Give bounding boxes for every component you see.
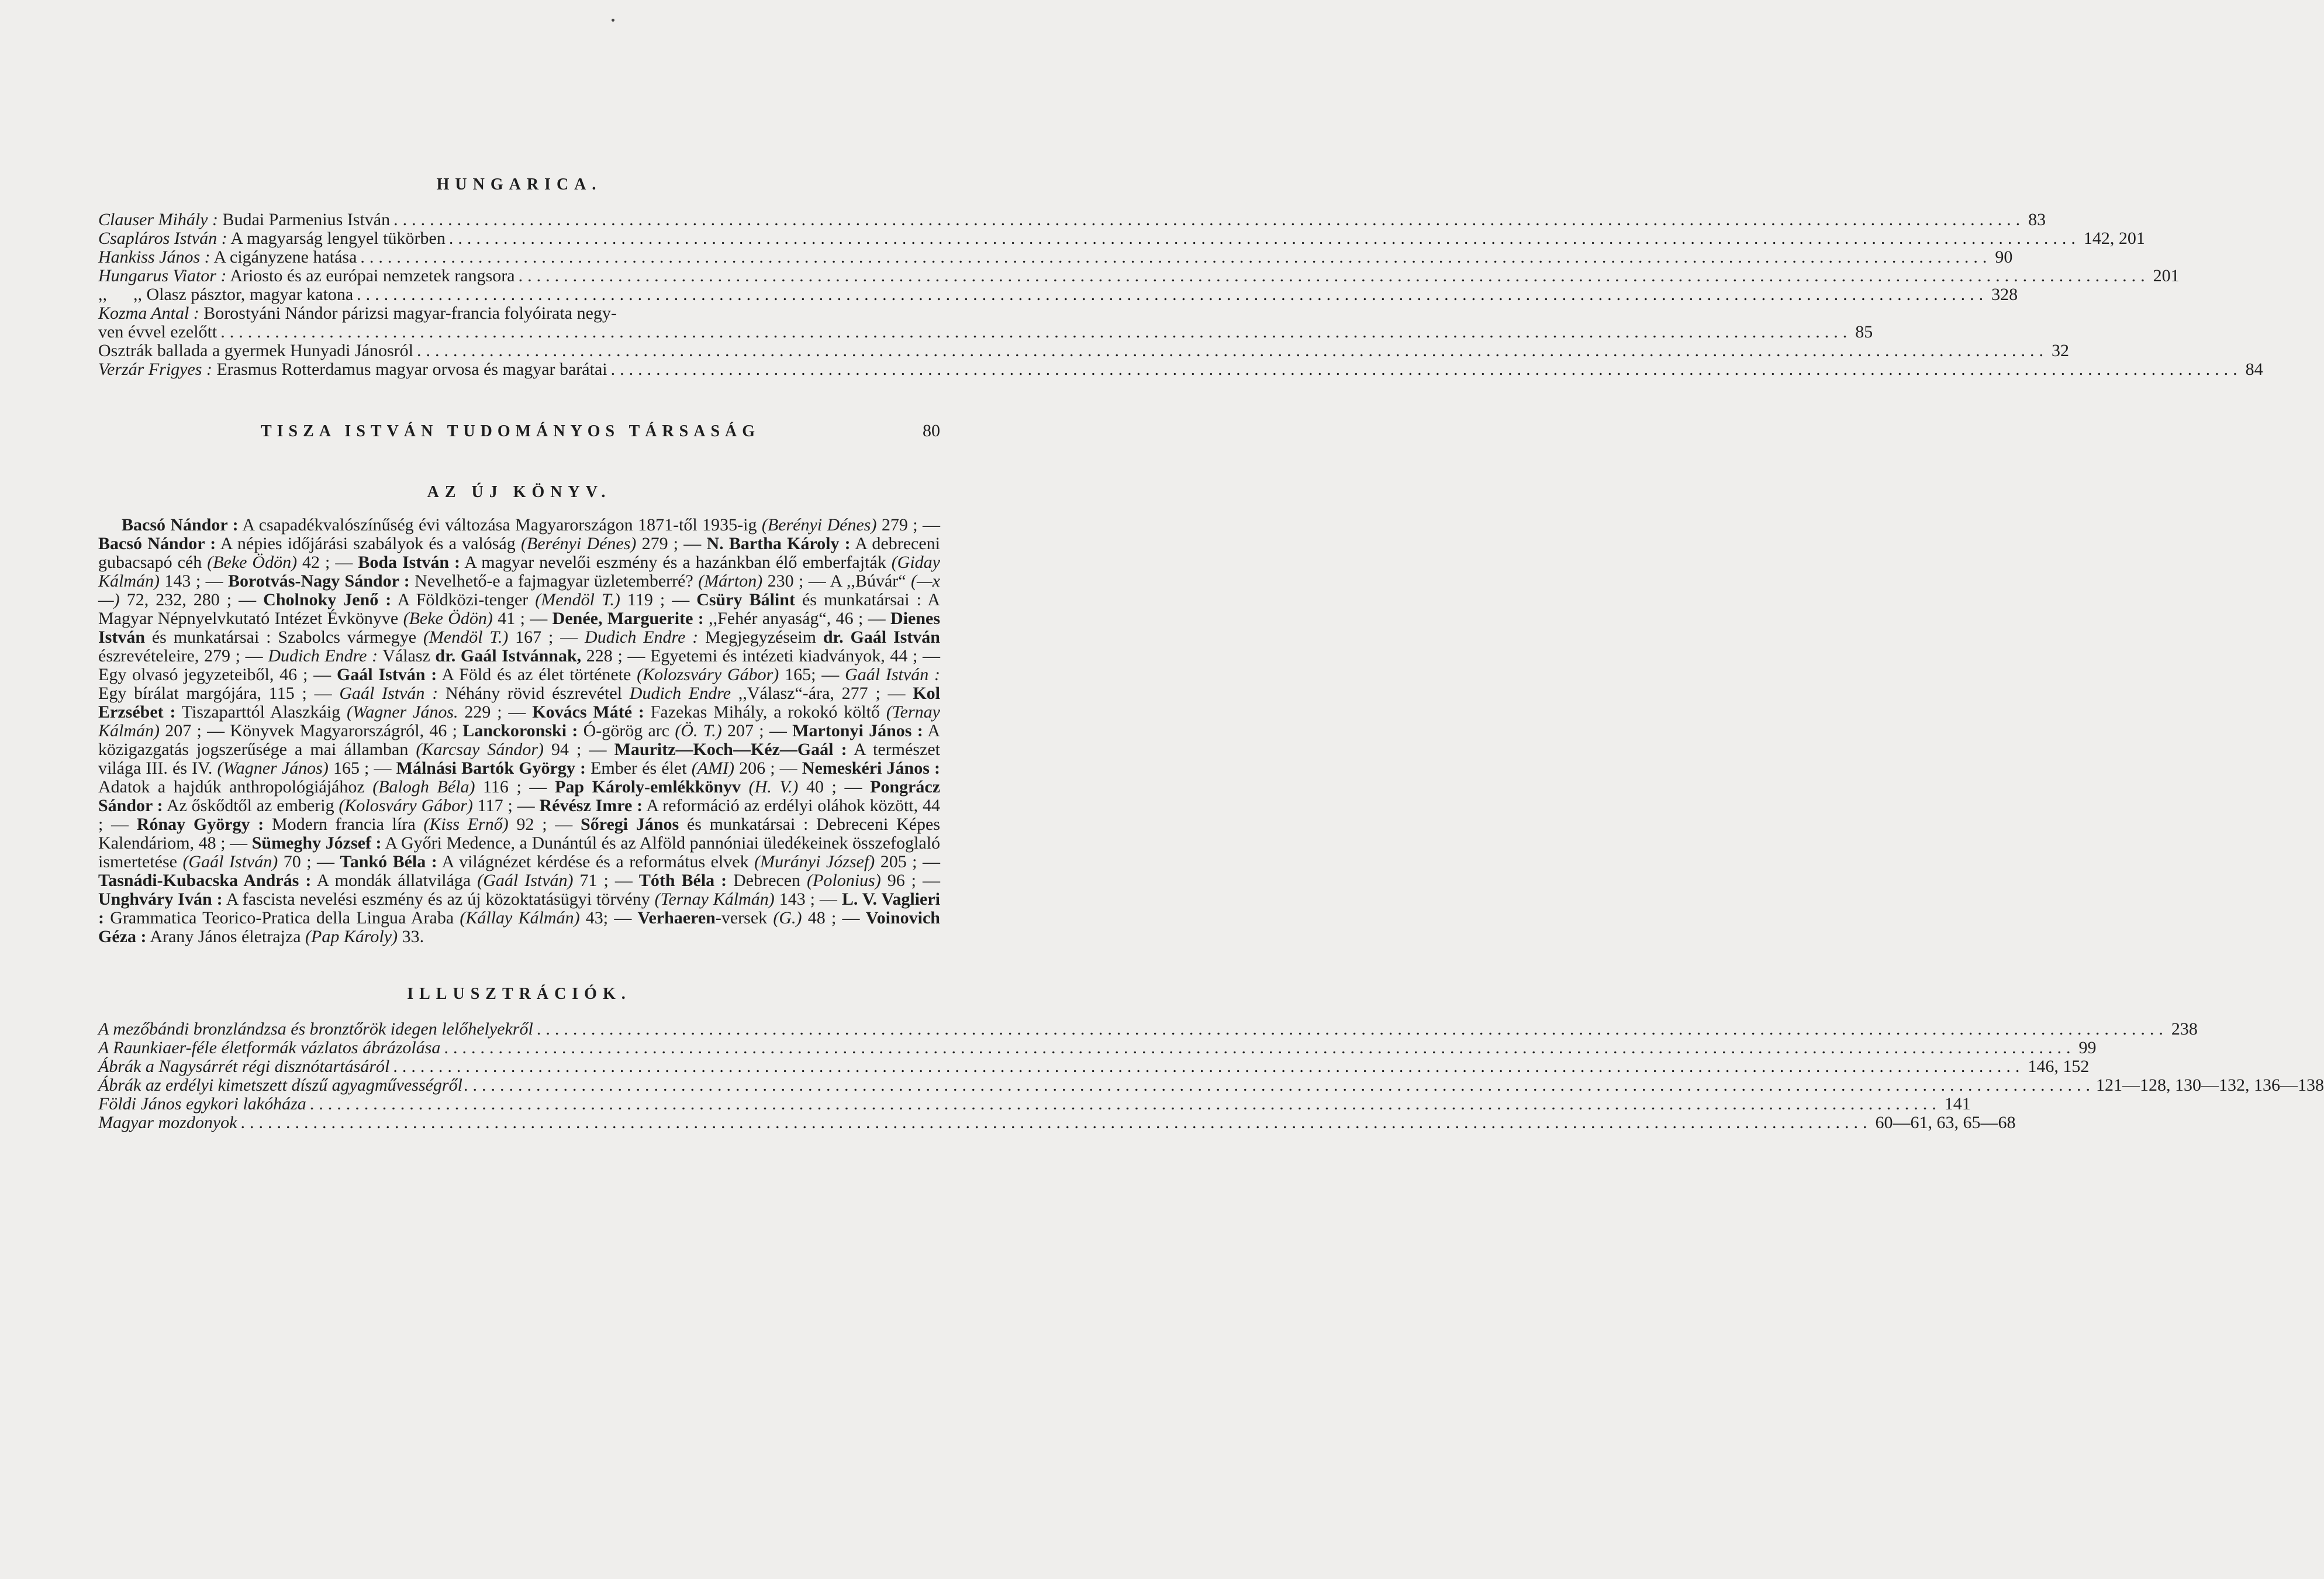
entry-title: Borostyáni Nándor párizsi magyar-francia folyóirata negy-: [203, 304, 617, 323]
book-text: -versek: [715, 908, 773, 928]
reviewer-name: (—x—): [98, 571, 940, 609]
reviewer-name: (Pap Károly): [305, 927, 398, 946]
reviewer-name: (Berényi Dénes): [520, 534, 637, 553]
reviewer-name: (Wagner János.: [346, 702, 458, 722]
book-author: Lanckoronski :: [462, 721, 578, 740]
book-text: Ember és élet: [585, 759, 692, 778]
reviewer-name: (Kiss Ernő): [423, 815, 509, 834]
list-item: [98, 229, 2145, 248]
book-author: Mauritz—Koch—Kéz—Gaál :: [614, 740, 847, 759]
book-text: 205 ; —: [875, 852, 940, 871]
list-item: [98, 266, 2180, 285]
illusztraciok-list: [98, 1019, 2324, 1132]
book-author: Martonyi János :: [792, 721, 923, 740]
tisza-section: [98, 421, 940, 441]
dot-leader: [220, 323, 1852, 342]
reviewer-name: (Kolosváry Gábor): [339, 796, 473, 815]
page-number: 60—61, 63, 65—68: [1875, 1113, 2016, 1132]
hungarica-list: [98, 210, 2263, 379]
dot-leader: [464, 1076, 2095, 1095]
reviewer-name: (Ternay Kálmán): [98, 702, 940, 740]
entry-author: Kozma Antal :: [98, 304, 199, 323]
book-text: 70 ; —: [278, 852, 340, 871]
entry-author: Verzár Frigyes :: [98, 360, 212, 379]
book-author: dr. Gaál Istvánnak,: [435, 646, 582, 666]
entry-title: Földi János egykori lakóháza: [98, 1094, 306, 1113]
entry-text: [98, 323, 217, 342]
reviewer-name: (Polonius): [807, 871, 881, 890]
reviewer-name: Dudich Endre: [629, 684, 731, 703]
entry-author: Hungarus Viator :: [98, 266, 227, 285]
book-text: Adatok a hajdúk anthropológiájához: [98, 777, 373, 797]
book-author: Dienes István: [98, 609, 940, 647]
reviewer-name: (Gaál István): [182, 852, 278, 871]
book-text: 48 ; —: [802, 908, 866, 928]
dot-leader: [417, 342, 2048, 360]
ditto-marks: ,, ,,: [98, 285, 142, 304]
reviewer-name: (Murányi József): [754, 852, 875, 871]
reviewer-name: (Mendöl T.): [423, 628, 509, 647]
book-text: 229 ; —: [458, 702, 533, 722]
reviewer-name: (Karcsay Sándor): [416, 740, 544, 759]
book-text: és munkatársai : Szabolcs vármegye: [145, 628, 423, 647]
dot-leader: [357, 285, 1988, 304]
entry-text: [98, 267, 515, 285]
entry-author: Csapláros István :: [98, 229, 227, 248]
book-text: A Győri Medence, a Dunántúl és az Alföld pannóniai üledékeinek összefoglaló ismertetése: [98, 833, 940, 871]
entry-author: Hankiss János :: [98, 247, 210, 267]
page-number: 83: [2028, 210, 2046, 229]
entry-title: A mezőbándi bronzlándzsa és bronztőrök idegen lelőhelyekről: [98, 1019, 533, 1039]
book-text: Az őskődtől az emberig: [163, 796, 339, 815]
book-text: A közigazgatás jogszerűsége a mai államban: [98, 721, 940, 759]
book-author: Rónay György :: [136, 815, 264, 834]
list-item: [98, 1075, 2324, 1095]
book-text: 116 ; —: [475, 777, 555, 797]
book-author: Verhaeren: [637, 908, 716, 928]
entry-text: [98, 229, 446, 248]
book-text: 96 ; —: [880, 871, 940, 890]
reviewer-name: (Márton): [698, 571, 763, 591]
book-text: 279 ; —: [876, 515, 941, 535]
book-text: ,,Válasz“-ára, 277 ; —: [731, 684, 913, 703]
book-text: 41 ; —: [492, 609, 552, 628]
book-text: 207 ; —: [721, 721, 793, 740]
book-author: N. Bartha Károly :: [706, 534, 851, 553]
page-number: 84: [2245, 360, 2263, 379]
book-author: Kol Erzsébet :: [98, 684, 940, 722]
reviewer-name: Gaál István :: [845, 665, 941, 684]
book-text: Fazekas Mihály, a rokokó költő: [644, 702, 886, 722]
reviewer-name: (H. V.): [748, 777, 799, 797]
book-text: A fascista nevelési eszmény és az új közoktatásügyi törvény: [222, 890, 655, 909]
book-text: A világnézet kérdése és a református elvek: [437, 852, 755, 871]
reviewer-name: (Kállay Kálmán): [460, 908, 580, 928]
book-author: Bacsó Nándor :: [98, 534, 216, 553]
entry-text: [98, 360, 607, 379]
entry-title: Ariosto és az európai nemzetek rangsora: [230, 266, 515, 285]
book-author: Boda István :: [358, 553, 460, 572]
book-author: Cholnoky Jenő :: [263, 590, 392, 609]
entry-title: Erasmus Rotterdamus magyar orvosa és magyar barátai: [216, 360, 607, 379]
page-number: 121—128, 130—132, 136—138: [2095, 1075, 2324, 1095]
book-text: A reformáció az erdélyi oláhok között, 44 ; —: [98, 796, 941, 834]
book-text: Megjegyzéseim: [698, 628, 823, 647]
list-item: [98, 304, 940, 323]
reviewer-name: (Mendöl T.): [535, 590, 620, 609]
book-text: 71 ; —: [573, 871, 639, 890]
tisza-title: TISZA ISTVÁN TUDOMÁNYOS TÁRSASÁG: [260, 422, 761, 440]
book-author: Révész Imre :: [539, 796, 643, 815]
book-author: Csüry Bálint: [696, 590, 795, 609]
book-author: Pongrácz Sándor :: [98, 777, 941, 815]
book-text: A debreceni gubacsapó céh: [98, 534, 940, 572]
book-text: A Földközi-tenger: [391, 590, 536, 609]
book-text: 40 ; —: [798, 777, 871, 797]
book-text: és munkatársai : A Magyar Népnyelvkutató Intézet Évkönyve: [98, 590, 940, 628]
reviewer-name: (AMI): [691, 759, 734, 778]
book-text: észrevételeire, 279 ; —: [98, 646, 268, 666]
reviewer-name: (Beke Ödön): [403, 609, 493, 628]
book-author: Sümeghy József :: [251, 833, 382, 853]
dot-leader: [449, 229, 2080, 248]
book-text: 33.: [398, 927, 424, 946]
entry-title: A Raunkiaer-féle életformák vázlatos ábrázolása: [98, 1038, 441, 1057]
list-item: [98, 1038, 2097, 1057]
book-author: Tankó Béla :: [340, 852, 437, 871]
book-author: Tasnádi-Kubacska András :: [98, 871, 312, 890]
uj-konyv-title: AZ ÚJ KÖNYV.: [427, 483, 612, 501]
dot-leader: [393, 1057, 2024, 1076]
book-text: Tiszaparttól Alaszkáig: [175, 702, 347, 722]
book-author: Gaál István :: [336, 665, 437, 684]
book-text: Modern francia líra: [264, 815, 424, 834]
dot-leader: [519, 267, 2150, 285]
book-text: 72, 232, 280 ; —: [119, 590, 264, 609]
reviewer-name: (Kolozsváry Gábor): [637, 665, 779, 684]
uj-konyv-text: [98, 516, 940, 946]
book-text: A népies időjárási szabályok és a valóság: [216, 534, 521, 553]
entry-title: Ábrák az erdélyi kimetszett díszű agyagművességről: [98, 1075, 462, 1095]
book-text: 167 ; —: [508, 628, 585, 647]
reviewer-name: Dudich Endre :: [268, 646, 378, 666]
reviewer-name: (Berényi Dénes): [761, 515, 877, 535]
dot-leader: [393, 211, 2025, 229]
page-content: [98, 175, 2324, 1132]
book-author: Sőregi János: [581, 815, 679, 834]
book-text: A Föld és az élet története: [437, 665, 637, 684]
book-author: Denée, Marguerite :: [552, 609, 704, 628]
entry-title: Osztrák ballada a gyermek Hunyadi Jánosról: [98, 341, 413, 360]
book-text: 228 ; — Egyetemi és intézeti kiadványok, 44 ; — Egy olvasó jegyzeteiből, 46 ; —: [98, 646, 941, 684]
list-item: [98, 1057, 2090, 1076]
book-text: Néhány rövid észrevétel: [438, 684, 630, 703]
book-text: ,,Fehér anyaság“, 46 ; —: [703, 609, 890, 628]
page-number: 80: [923, 421, 940, 440]
dot-leader: [611, 360, 2242, 379]
hungarica-title: HUNGARICA.: [436, 175, 602, 194]
dot-leader: [310, 1095, 1941, 1113]
dot-leader: [360, 248, 1991, 267]
book-text: A mondák állatvilága: [311, 871, 478, 890]
book-text: 117 ; —: [472, 796, 540, 815]
reviewer-name: (G.): [773, 908, 802, 928]
book-author: Málnási Bartók György :: [396, 759, 586, 778]
list-item: [98, 322, 1873, 342]
page-number: 142, 201: [2083, 229, 2145, 248]
book-text: Grammatica Teorico-Pratica della Lingua Araba: [104, 908, 460, 928]
list-item: [98, 1113, 2016, 1132]
entry-text: [98, 342, 413, 360]
list-item: [98, 1094, 1971, 1113]
book-text: Arany János életrajza: [146, 927, 306, 946]
book-author: L. V. Vaglieri :: [98, 890, 940, 928]
entry-title: ven évvel ezelőtt: [98, 322, 217, 342]
entry-text: [98, 211, 390, 229]
page-number: 146, 152: [2028, 1057, 2090, 1076]
book-author: Borotvás-Nagy Sándor :: [228, 571, 410, 591]
book-author: dr. Gaál István: [823, 628, 940, 647]
book-text: A természet világa III. és IV.: [98, 740, 940, 778]
reviewer-name: Dudich Endre :: [585, 628, 699, 647]
book-author: Tóth Béla :: [638, 871, 727, 890]
book-text: 207 ; — Könyvek Magyarországról, 46 ;: [160, 721, 463, 740]
list-item: [98, 1019, 2198, 1039]
book-text: 165; —: [779, 665, 845, 684]
entry-author: Clauser Mihály :: [98, 210, 218, 229]
book-text: 143 ; —: [160, 571, 228, 591]
reviewer-name: Gaál István :: [339, 684, 438, 703]
book-text: [741, 777, 749, 797]
book-text: 206 ; —: [734, 759, 802, 778]
page-number: 328: [1991, 285, 2018, 304]
book-author: Pap Károly-emlékkönyv: [555, 777, 741, 797]
book-text: 92 ; —: [508, 815, 581, 834]
page-number: 141: [1944, 1094, 1971, 1113]
page-number: 201: [2153, 266, 2180, 285]
book-text: 143 ; —: [774, 890, 842, 909]
dot-leader: [537, 1020, 2168, 1039]
dot-leader: [444, 1039, 2075, 1057]
book-author: Nemeskéri János :: [802, 759, 940, 778]
reviewer-name: (Beke Ödön): [207, 553, 298, 572]
book-text: és munkatársai : Debreceni Képes Kalendáriom, 48 ; —: [98, 815, 941, 853]
entry-title: Olasz pásztor, magyar katona: [146, 285, 354, 304]
book-author: Bacsó Nándor :: [122, 515, 239, 535]
entry-text: [98, 304, 617, 323]
illusztraciok-title: ILLUSZTRÁCIÓK.: [407, 985, 631, 1003]
reviewer-name: (Ternay Kálmán): [654, 890, 775, 909]
book-text: 119 ; —: [620, 590, 697, 609]
entry-text: [98, 248, 357, 267]
book-text: Nevelhető-e a fajmagyar üzletemberré?: [409, 571, 699, 591]
page-number: 90: [1995, 247, 2013, 267]
entry-title: Budai Parmenius István: [222, 210, 391, 229]
book-text: Egy bírálat margójára, 115 ; —: [98, 684, 340, 703]
book-text: A magyar nevelői eszmény és a hazánkban élő emberfajták: [460, 553, 892, 572]
list-item: [98, 247, 2013, 267]
page-number: 99: [2078, 1038, 2097, 1057]
book-text: 230 ; — A ,,Búvár“: [762, 571, 911, 591]
entry-title: A magyarság lengyel tükörben: [230, 229, 446, 248]
ink-spot: [612, 19, 614, 22]
reviewer-name: (Balogh Béla): [372, 777, 475, 797]
reviewer-name: (Wagner János): [217, 759, 329, 778]
book-text: 42 ; —: [297, 553, 358, 572]
list-item: [98, 210, 2046, 229]
entry-title: A cigányzene hatása: [213, 247, 357, 267]
entry-title: Ábrák a Nagysárrét régi disznótartásáról: [98, 1057, 390, 1076]
page-number: 238: [2171, 1019, 2198, 1039]
entry-text: [98, 285, 353, 304]
book-author: Unghváry Iván :: [98, 890, 223, 909]
reviewer-name: (Gaál István): [477, 871, 574, 890]
entry-title: Magyar mozdonyok: [98, 1113, 237, 1132]
book-text: Válasz: [378, 646, 436, 666]
dot-leader: [240, 1113, 1871, 1132]
page-number: 85: [1855, 322, 1873, 342]
book-text: 94 ; —: [544, 740, 614, 759]
reviewer-name: (Giday Kálmán): [98, 553, 940, 591]
book-author: Voinovich Géza :: [98, 908, 940, 946]
book-text: Ó-görög arc: [578, 721, 675, 740]
page-number: 32: [2052, 341, 2069, 360]
list-item: [98, 341, 2069, 360]
reviewer-name: (Ö. T.): [675, 721, 722, 740]
book-text: Debrecen: [727, 871, 807, 890]
book-text: 279 ; —: [636, 534, 707, 553]
book-text: 165 ; —: [328, 759, 396, 778]
list-item: [98, 360, 2263, 379]
book-text: A csapadékvalószínűség évi változása Magyarországon 1871-től 1935-ig: [238, 515, 762, 535]
list-item: [98, 285, 2018, 304]
book-author: Kovács Máté :: [532, 702, 644, 722]
book-text: 43; —: [579, 908, 638, 928]
